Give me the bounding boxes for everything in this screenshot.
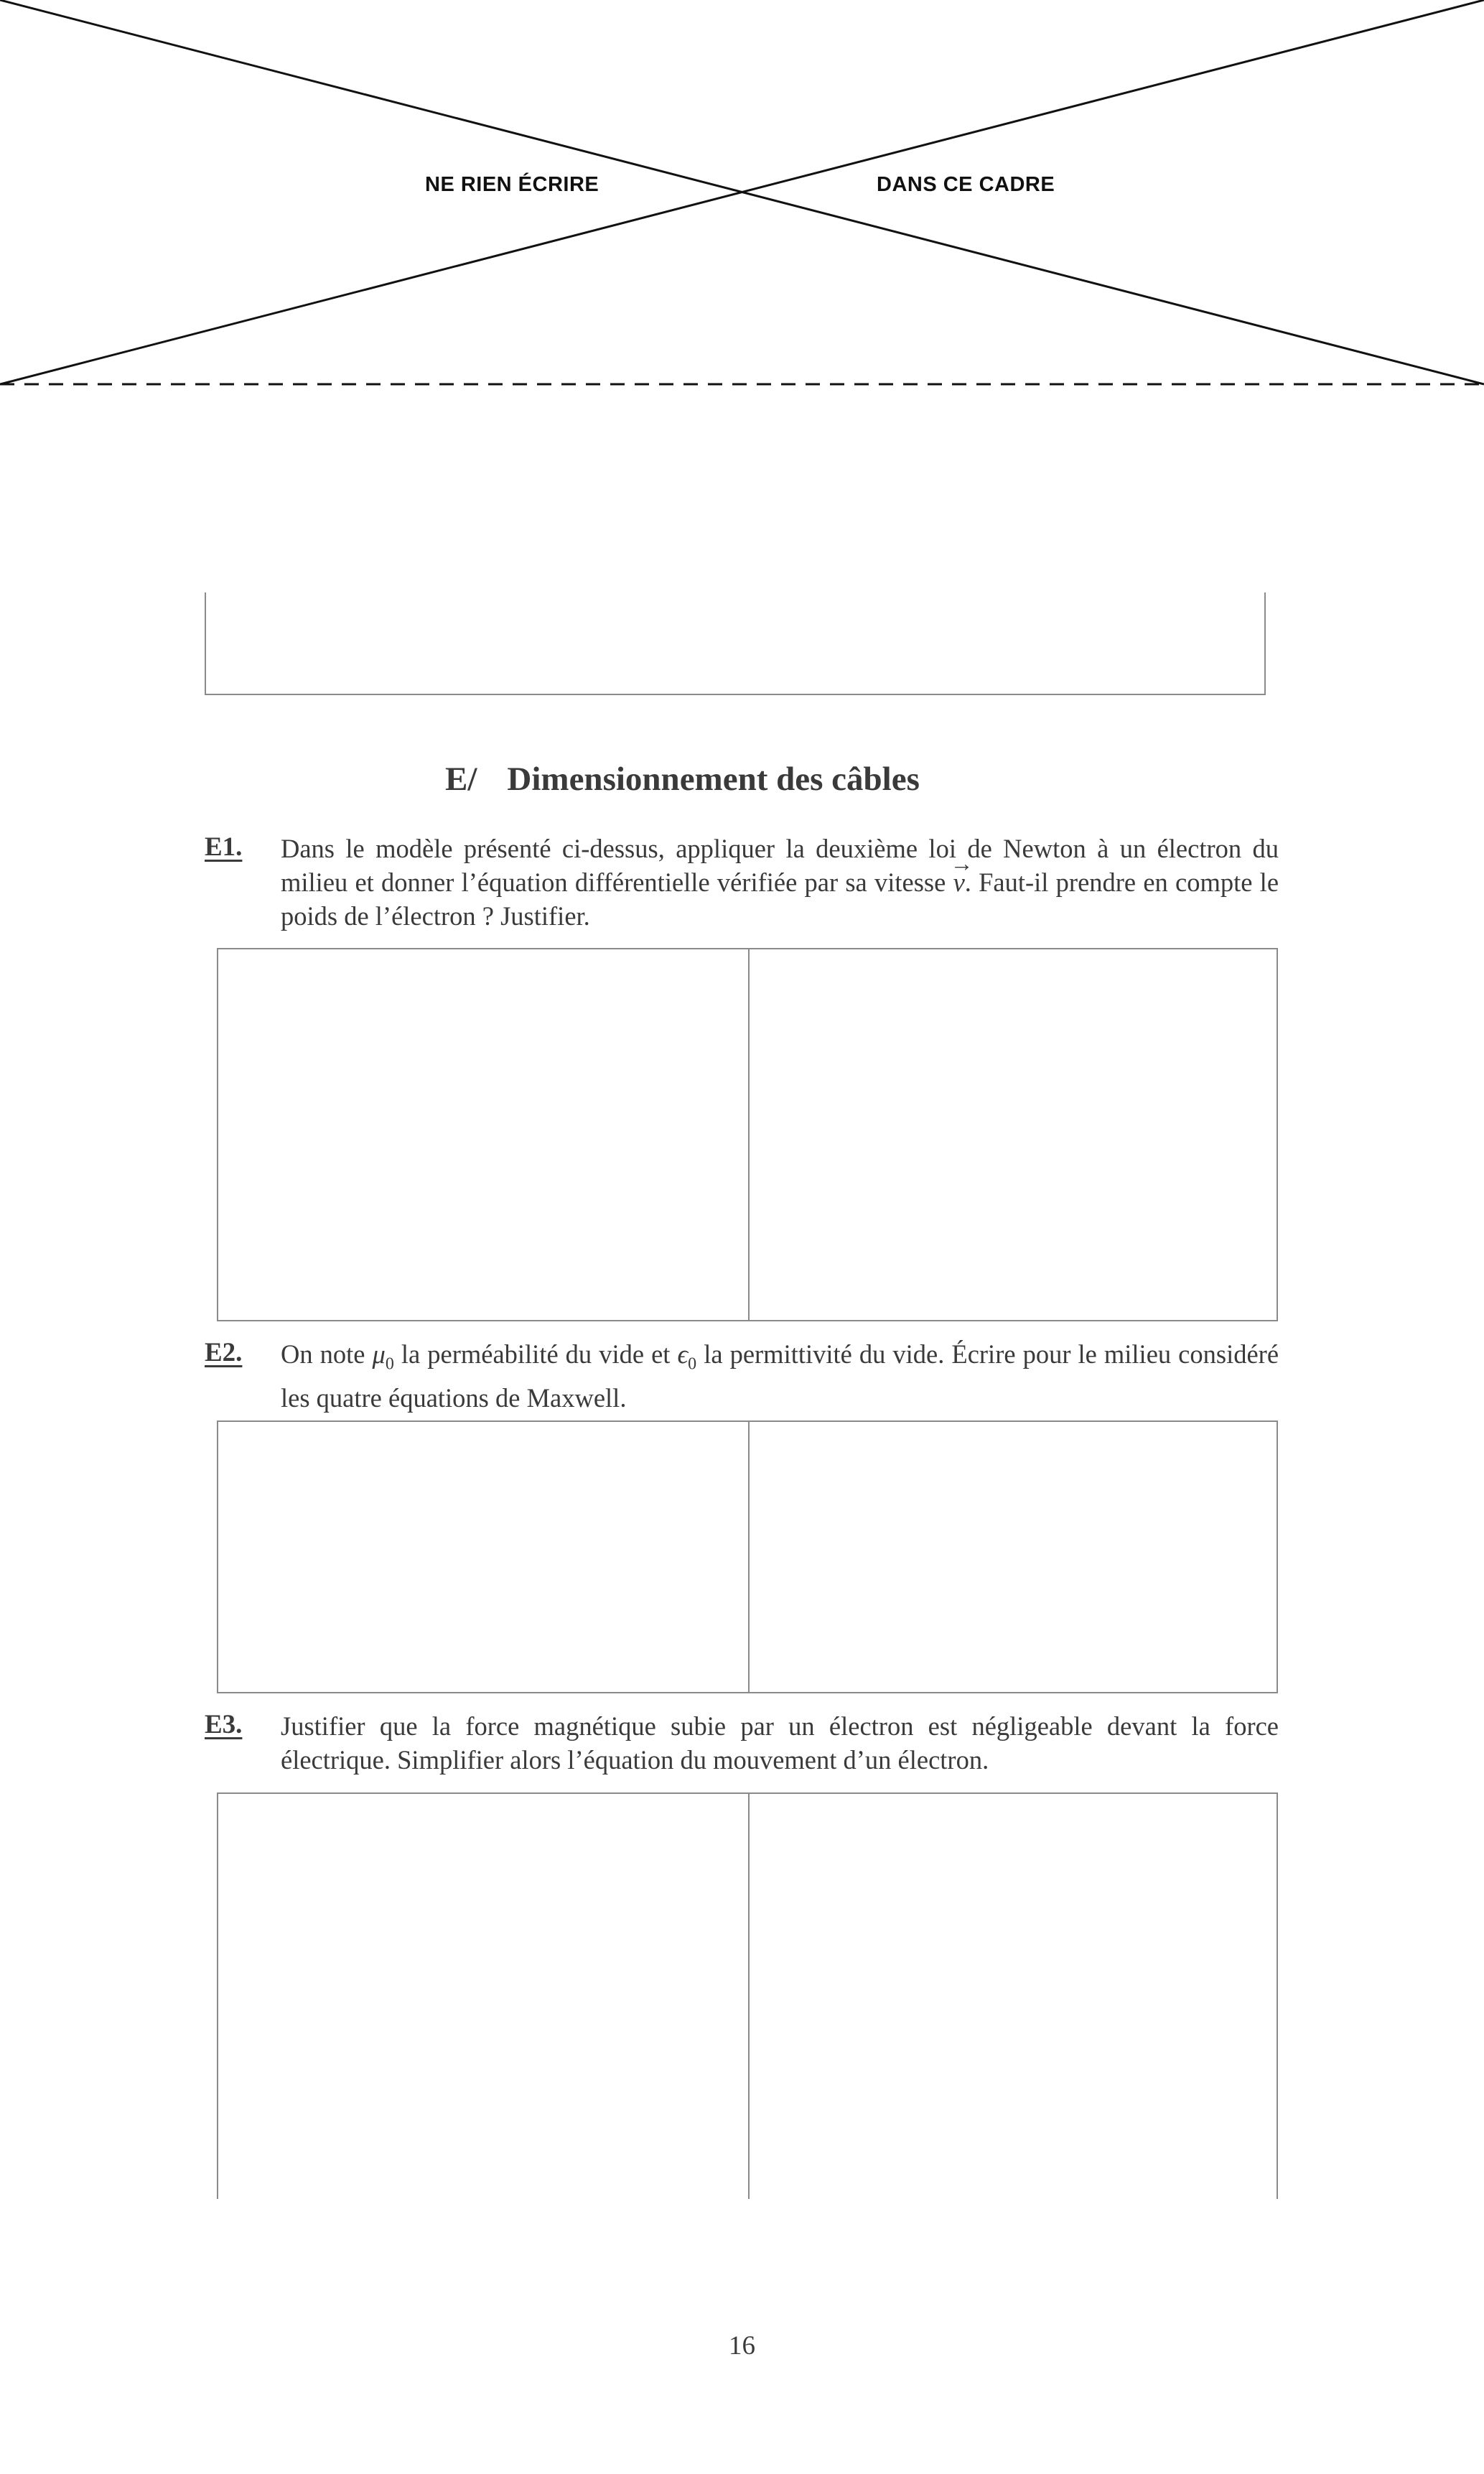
mu-symbol: μ	[372, 1339, 386, 1369]
question-e3-label: E3.	[205, 1710, 243, 1739]
section-heading: Dimensionnement des câbles	[507, 761, 920, 798]
question-e2-text-part3: la permittivité du vide. Écrire pour le milieu considéré les quatre équations de Maxwell.	[281, 1339, 1279, 1413]
no-write-frame	[0, 0, 1484, 402]
section-letter: E/	[445, 761, 477, 798]
previous-answer-box[interactable]	[205, 592, 1266, 695]
question-e2-text	[281, 1337, 1279, 1415]
question-e3-text: Justifier que la force magnétique subie par un électron est négligeable devant la force électrique. Simplifier alors l’équation du mouvement d’un électron.	[281, 1711, 1279, 1775]
answer-box-e1[interactable]	[217, 948, 1278, 1321]
question-e1-text-part1: Dans le modèle présenté ci-dessus, appliquer la deuxième loi de Newton à un électron du milieu et donner l’équation différentielle vérifiée par sa vitesse	[281, 834, 1279, 897]
question-e2-text-part1: On note	[281, 1339, 365, 1369]
question-e1-label: E1.	[205, 832, 243, 862]
section-title	[445, 760, 920, 799]
mu-subscript: 0	[385, 1354, 394, 1374]
velocity-vector: → v	[953, 865, 965, 899]
answer-box-e3[interactable]	[217, 1792, 1278, 2199]
answer-box-e2[interactable]	[217, 1420, 1278, 1693]
page-number: 16	[729, 2331, 755, 2361]
epsilon-symbol: ϵ	[677, 1339, 689, 1369]
question-e1-text-part2: . Faut-il prendre en compte le poids de l’électron ? Justifier.	[281, 868, 1279, 931]
question-e2-text-part2: la perméabilité du vide et	[401, 1339, 671, 1369]
answer-box-e1-divider	[748, 949, 750, 1320]
question-e1-text	[281, 832, 1279, 933]
banner-right-text: DANS CE CADRE	[877, 173, 1055, 196]
banner-left-text: NE RIEN ÉCRIRE	[425, 173, 599, 196]
question-e2-label: E2.	[205, 1338, 243, 1367]
answer-box-e3-divider	[748, 1794, 750, 2199]
epsilon-subscript: 0	[688, 1354, 697, 1374]
answer-box-e2-divider	[748, 1422, 750, 1692]
